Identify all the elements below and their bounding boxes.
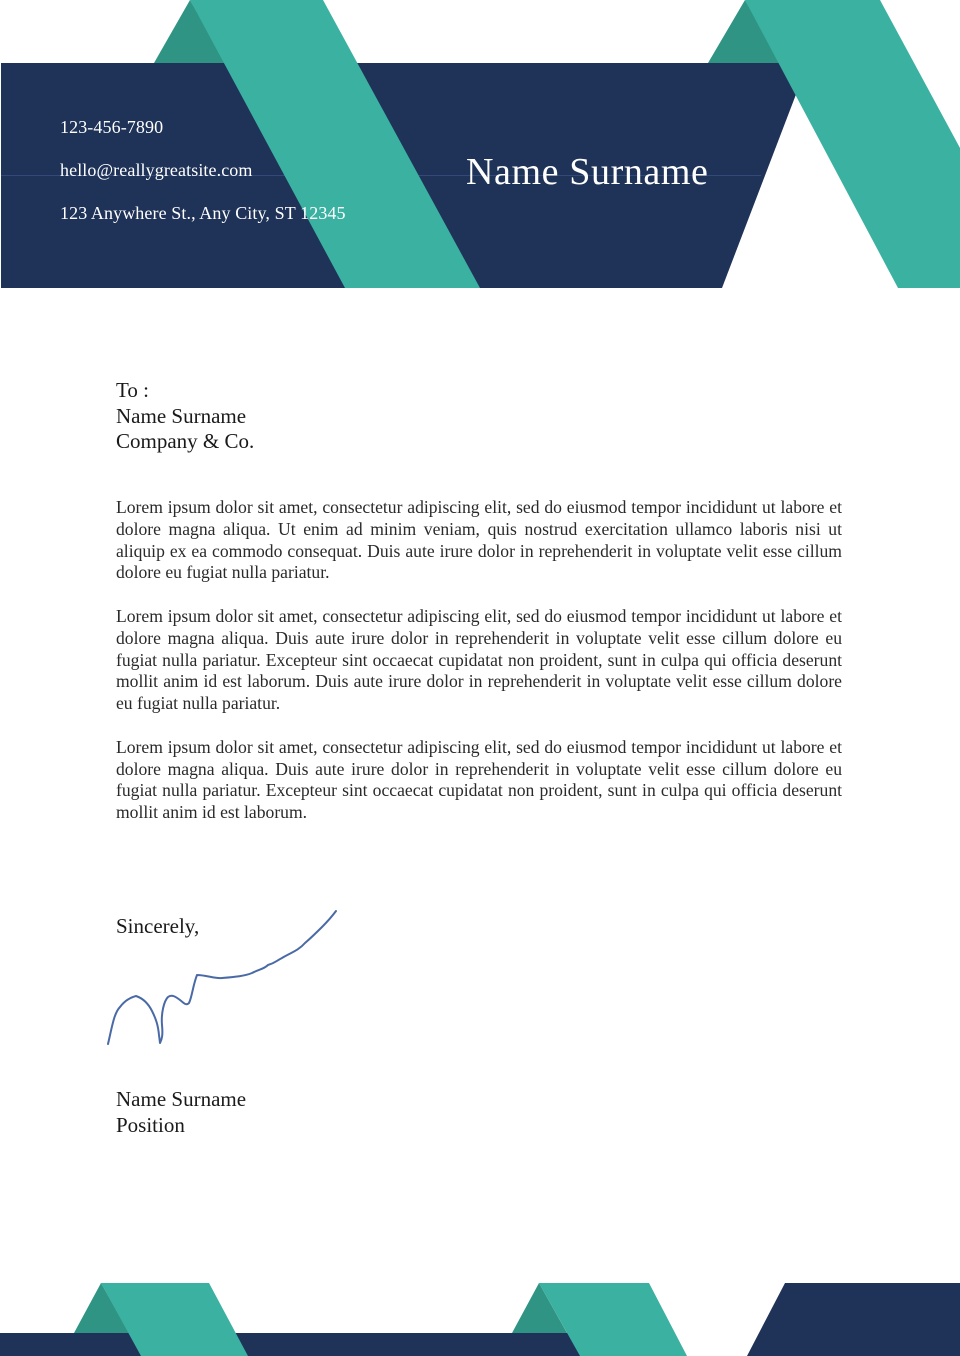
closing-salutation: Sincerely, [116,914,200,938]
header-name: Name Surname [466,151,709,193]
recipient-company: Company & Co. [116,429,255,453]
header-address: 123 Anywhere St., Any City, ST 12345 [60,203,346,223]
header-phone: 123-456-7890 [60,117,164,137]
footer-middle-ribbon-fold [512,1283,567,1333]
header-email: hello@reallygreatsite.com [60,160,253,180]
recipient-label: To : [116,378,149,402]
footer-right-block [747,1283,960,1356]
body-paragraph: Lorem ipsum dolor sit amet, consectetur adipiscing elit, sed do eiusmod tempor incididunt ut labore et dolore magna aliqua. Ut enim ad minim veniam, quis nostrud exercitation ullamco laboris nisi ut aliquip ex ea commodo consequat. Duis aute irure dolor in reprehenderit in voluptate velit esse cillum dolore eu fugiat nulla pariatur. [116,497,842,583]
signature-icon [100,905,350,1055]
signer-block [116,1087,246,1138]
right-ribbon [745,0,960,288]
footer-band [0,1333,600,1356]
footer-middle-ribbon [539,1283,687,1356]
footer-left-ribbon [101,1283,248,1356]
footer-left-ribbon-fold [74,1283,129,1333]
body-paragraph: Lorem ipsum dolor sit amet, consectetur adipiscing elit, sed do eiusmod tempor incididunt ut labore et dolore magna aliqua. Duis aute irure dolor in reprehenderit in voluptate velit esse cillum dolore eu fugiat nulla pariatur. Excepteur sint occaecat cupidatat non proident, sunt in culpa qui officia deserunt mollit anim id est laborum. [116,736,842,823]
signer-name: Name Surname [116,1087,247,1111]
signer-position: Position [116,1112,185,1137]
letter-body [116,497,842,846]
recipient-block [116,378,254,455]
recipient-name: Name Surname [116,403,247,428]
body-paragraph: Lorem ipsum dolor sit amet, consectetur adipiscing elit, sed do eiusmod tempor incididunt ut labore et dolore magna aliqua. Duis aute irure dolor in reprehenderit in voluptate velit esse cillum dolore eu fugiat nulla pariatur. Excepteur sint occaecat cupidatat non proident, sunt in culpa qui officia deserunt mollit anim id est laborum. Duis aute irure dolor in reprehenderit in voluptate velit esse cillum dolore eu fugiat nulla pariatur. [116,605,842,714]
